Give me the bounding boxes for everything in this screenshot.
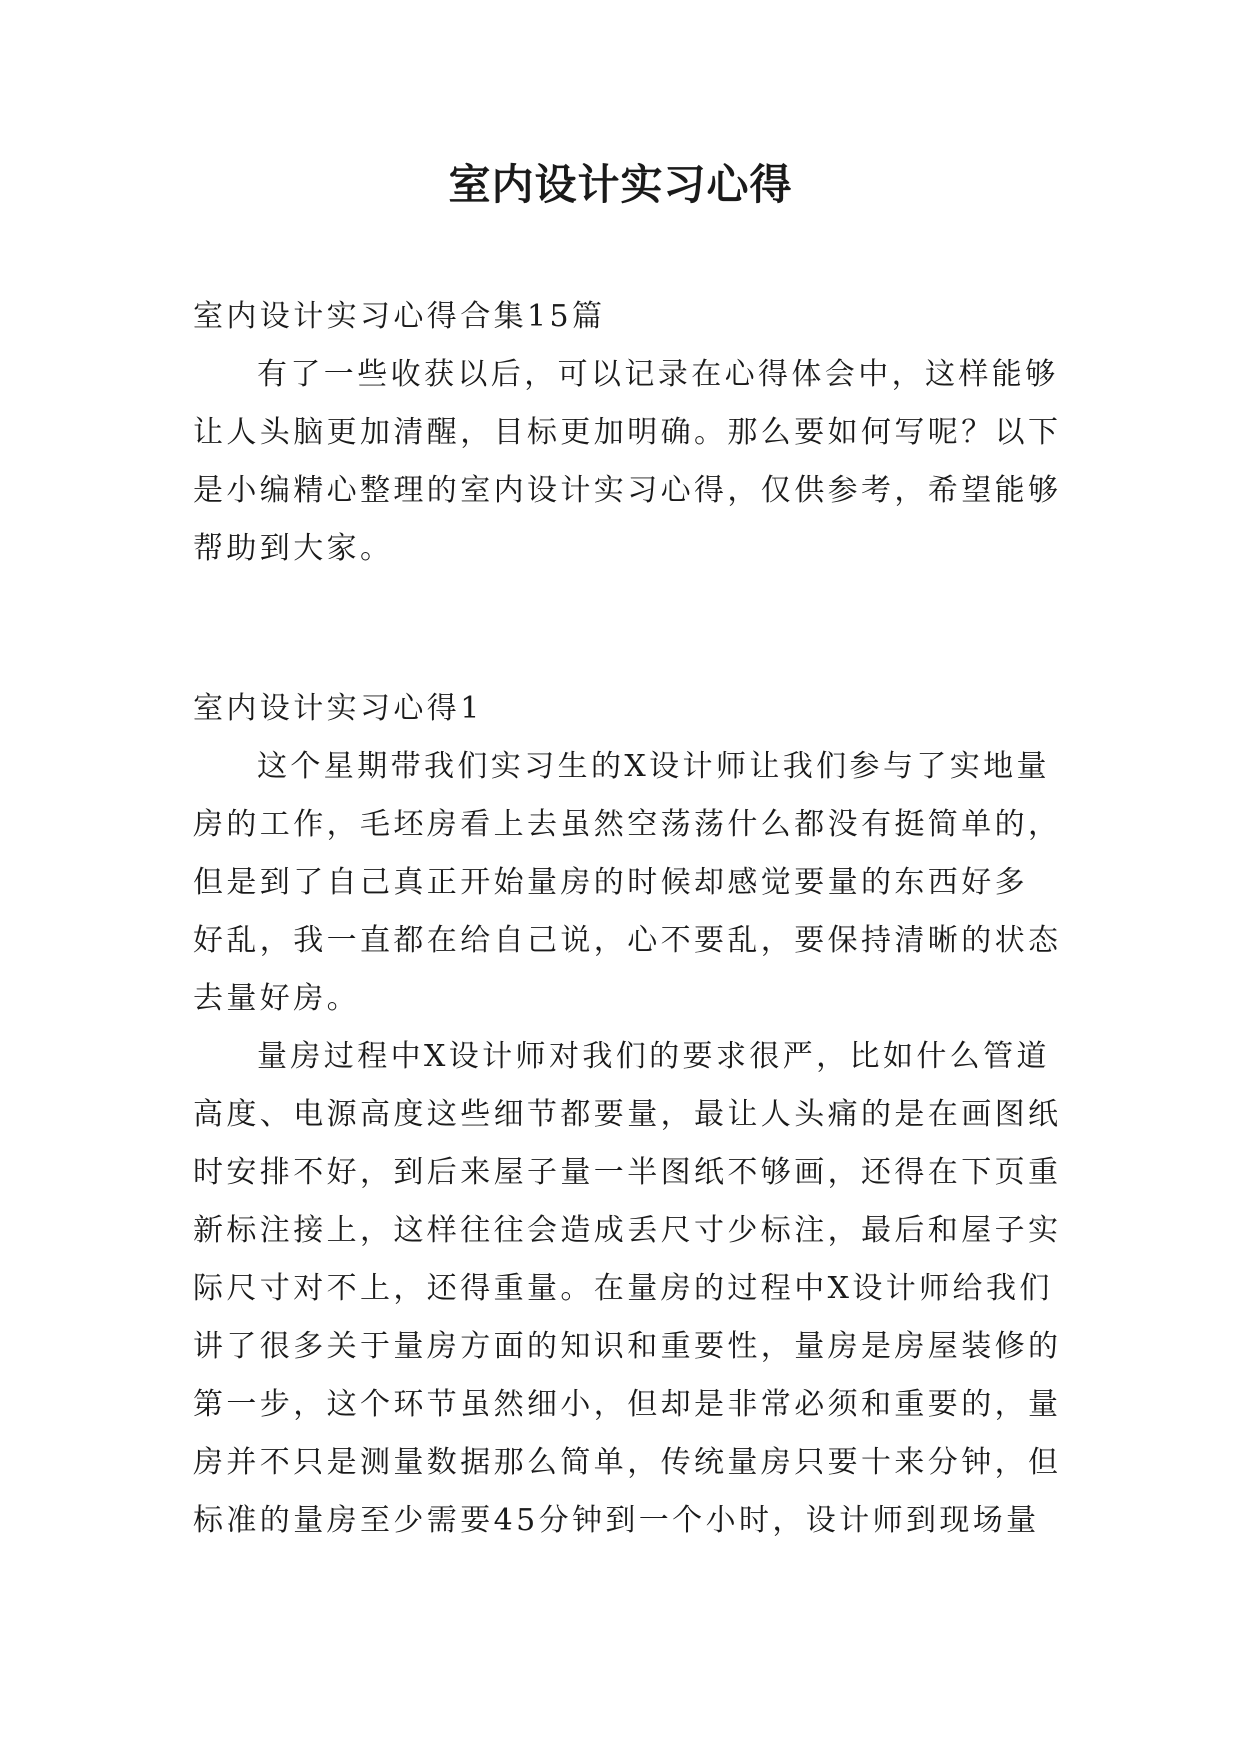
document-body [193,288,1063,1550]
paragraph-line: 第一步，这个环节虽然细小，但却是非常必须和重要的，量 [193,1387,1062,1422]
intro-line: 是小编精心整理的室内设计实习心得，仅供参考，希望能够 [193,473,1062,508]
paragraph-line: 量房过程中X设计师对我们的要求很严，比如什么管道 [257,1039,1050,1074]
paragraph-line: 但是到了自己真正开始量房的时候却感觉要量的东西好多 [193,865,1028,900]
paragraph-line: 际尺寸对不上，还得重量。在量房的过程中X设计师给我们 [193,1271,1053,1306]
document-title: 室内设计实习心得 [448,160,793,209]
paragraph-line: 讲了很多关于量房方面的知识和重要性，量房是房屋装修的 [193,1329,1062,1364]
collection-subtitle: 室内设计实习心得合集15篇 [193,299,606,334]
section-heading: 室内设计实习心得1 [193,691,483,726]
intro-line: 有了一些收获以后，可以记录在心得体会中，这样能够 [257,357,1059,392]
paragraph-line: 高度、电源高度这些细节都要量，最让人头痛的是在画图纸 [193,1097,1062,1132]
paragraph-line: 时安排不好，到后来屋子量一半图纸不够画，还得在下页重 [193,1155,1062,1190]
intro-line: 让人头脑更加清醒，目标更加明确。那么要如何写呢？以下 [193,415,1062,450]
body-paragraph-2 [193,1028,1063,1550]
paragraph-line: 好乱，我一直都在给自己说，心不要乱，要保持清晰的状态 [193,923,1062,958]
paragraph-line: 标准的量房至少需要45分钟到一个小时，设计师到现场量 [193,1503,1040,1538]
section-spacer [193,578,1063,680]
paragraph-line: 这个星期带我们实习生的X设计师让我们参与了实地量 [257,749,1050,784]
paragraph-line: 房的工作，毛坯房看上去虽然空荡荡什么都没有挺简单的， [193,807,1062,842]
intro-paragraph [193,346,1063,578]
intro-line: 帮助到大家。 [193,531,394,566]
paragraph-line: 新标注接上，这样往往会造成丢尺寸少标注，最后和屋子实 [193,1213,1062,1248]
paragraph-line: 房并不只是测量数据那么简单，传统量房只要十来分钟，但 [193,1445,1062,1480]
paragraph-line: 去量好房。 [193,981,360,1016]
body-paragraph-1 [193,738,1063,1028]
